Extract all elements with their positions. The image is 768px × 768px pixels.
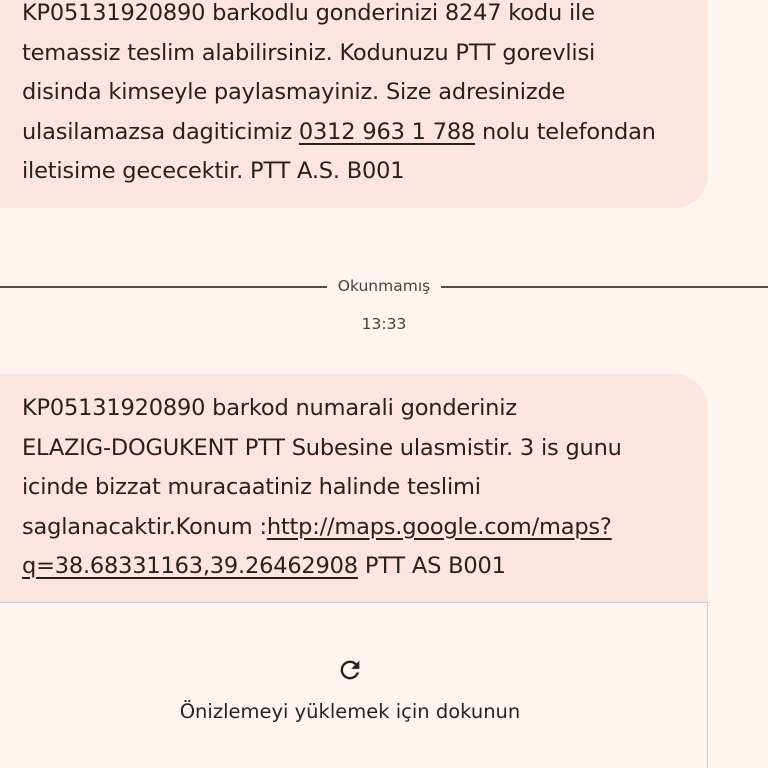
message-line-text: PTT AS B001 [357,553,506,579]
message-line: temassiz teslim alabilirsiniz. Kodunuzu PTT gorevlisi [22,39,596,66]
unread-label: Okunmamış [337,277,431,295]
message-line-text: saglanacaktir.Konum : [22,513,267,540]
message-line [22,547,702,587]
map-link[interactable]: http://maps.google.com/maps? [266,513,612,540]
message-line-text: ulasilamazsa dagiticimiz [22,118,299,145]
message-line: iletisime gececektir. PTT A.S. B001 [22,158,405,184]
message-text [22,0,702,192]
message-text [22,389,702,587]
unread-divider [0,277,768,295]
message-line: disinda kimseyle paylasmayiniz. Size adresinizde [22,79,566,105]
phone-link[interactable]: 0312 963 1 788 [298,118,476,145]
load-preview-label[interactable]: Önizlemeyi yüklemek için dokunun [179,700,521,723]
message-line: KP05131920890 barkodlu gonderinizi 8247 kodu ile [22,0,595,26]
link-preview-card[interactable] [0,602,708,768]
divider-line [0,286,327,288]
message-timestamp: 13:33 [361,315,407,333]
map-link[interactable]: q=38.68331163,39.26462908 [22,553,358,579]
message-line: icinde bizzat muracaatiniz halinde teslimi [22,474,481,500]
message-line-text: nolu telefondan [475,118,656,145]
reload-icon[interactable] [336,656,364,684]
message-line: ELAZIG-DOGUKENT PTT Subesine ulasmistir. 3 is gunu [22,434,622,461]
message-line [22,508,702,548]
message-line [22,113,702,153]
divider-line [441,286,768,288]
message-line: KP05131920890 barkod numarali gonderiniz [22,395,517,421]
